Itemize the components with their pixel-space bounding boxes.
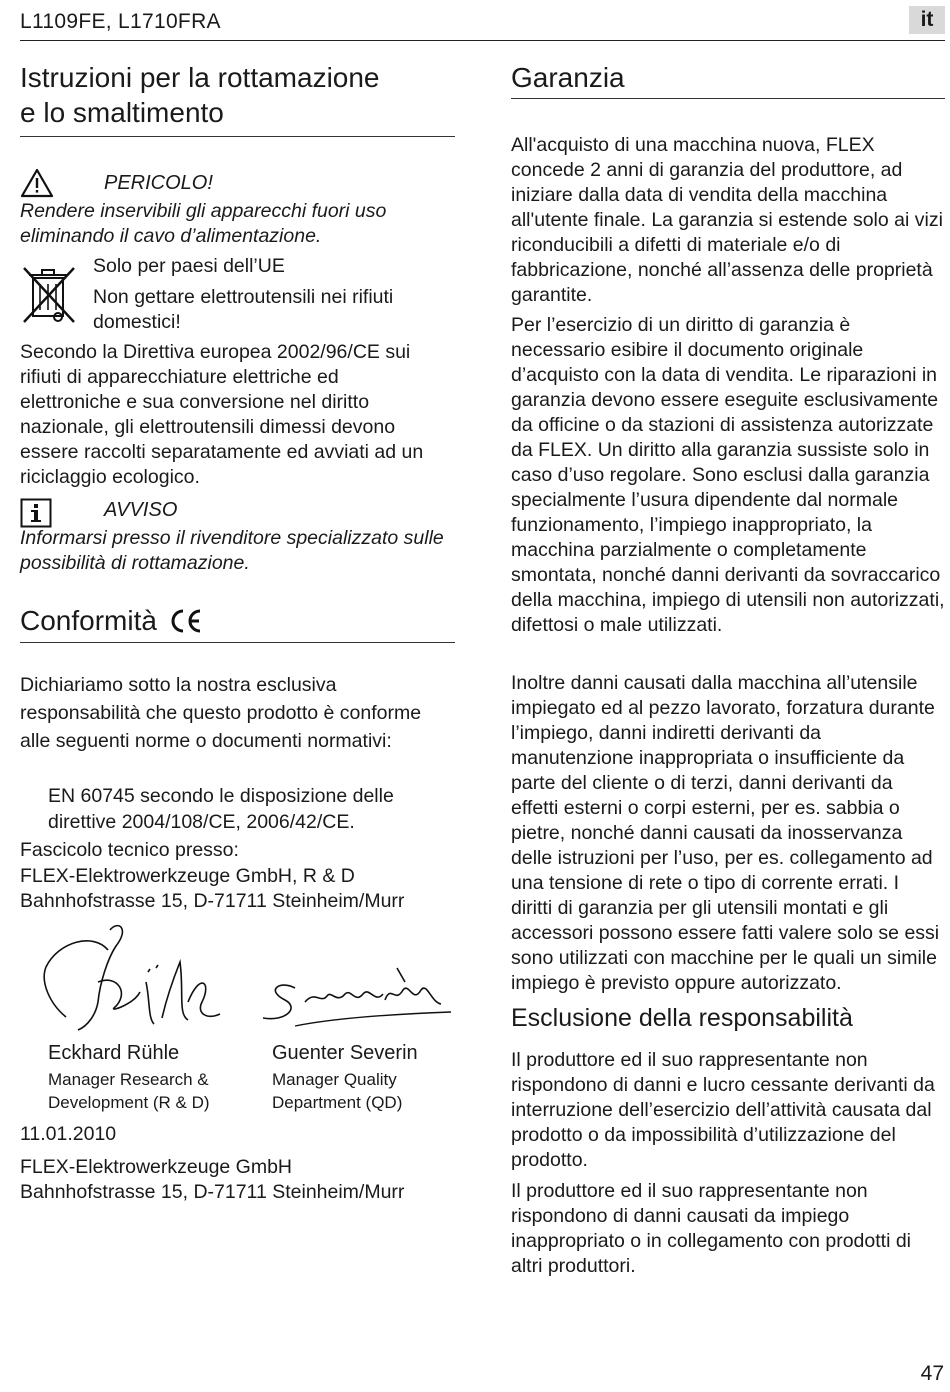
signature-date: 11.01.2010 — [20, 1123, 117, 1145]
tech-file-label: Fascicolo tecnico presso: — [20, 839, 239, 861]
disposal-title-line1: Istruzioni per la rottamazione — [20, 62, 380, 93]
warning-triangle-icon — [20, 168, 54, 198]
tech-file-address: Bahnhofstrasse 15, D-71711 Steinheim/Murr — [20, 890, 405, 912]
signer1-role: Manager Research & Development (R & D) — [48, 1070, 210, 1112]
liability-paragraph-2: Il produttore ed il suo rappresentante non rispondono di danni causati da impiego inappropriato o in collegamento con prodotti di altri produttori. — [511, 1180, 912, 1277]
weee-directive-text: Secondo la Direttiva europea 2002/96/CE sui rifiuti di apparecchiature elettriche ed elettroniche e sua conversione nel diritto nazionale, gli elettroutensili dimessi devono essere raccolti separatamente ed avviati ad un riciclaggio ecologico. — [20, 341, 424, 488]
liability-paragraph-1: Il produttore ed il suo rappresentante non rispondono di danni e lucro cessante derivanti da interruzione dell’esercizio dell’attività causata dal prodotto o da impossibilità d’utilizzazione del prodotto. — [511, 1049, 935, 1171]
model-header: L1109FE, L1710FRA — [20, 10, 221, 33]
disposal-title — [20, 60, 455, 130]
liability-title: Esclusione della responsabilità — [511, 1004, 853, 1032]
conformity-title-rule — [20, 642, 455, 643]
ce-mark-icon — [169, 608, 203, 634]
warranty-title: Garanzia — [511, 62, 625, 93]
signer1-name: Eckhard Rühle — [48, 1042, 180, 1064]
company-name: FLEX-Elektrowerkzeuge GmbH — [20, 1156, 293, 1178]
conformity-title-text: Conformità — [20, 605, 157, 636]
standard-text: EN 60745 secondo le disposizione delle direttive 2004/108/CE, 2006/42/CE. — [48, 785, 394, 833]
eu-only-text: Solo per paesi dell’UE — [93, 255, 285, 277]
warranty-section — [511, 60, 945, 99]
notice-label: AVVISO — [104, 499, 178, 521]
warranty-paragraph-1: All'acquisto di una macchina nuova, FLEX concede 2 anni di garanzia del produttore, ad iniziare dalla data di vendita della macchina all'utente finale. La garanzia si estende solo ai vizi riconducibili a difetti di materiale e/o di fabbricazione, nonché all’assenza delle proprietà garantite. — [511, 134, 943, 306]
signer2-role: Manager Quality Department (QD) — [272, 1070, 403, 1112]
declaration-text: Dichiariamo sotto la nostra esclusiva responsabilità che questo prodotto è conforme alle seguenti norme o documenti normativi: — [20, 674, 422, 752]
info-icon — [20, 498, 52, 528]
warranty-title-rule — [511, 98, 945, 99]
signer2-name: Guenter Severin — [272, 1042, 418, 1064]
signature-severin — [255, 960, 455, 1035]
notice-text: Informarsi presso il rivenditore specializzato sulle possibilità di rottamazione. — [20, 527, 444, 574]
warranty-paragraph-3: Inoltre danni causati dalla macchina all’utensile impiegato ed al pezzo lavorato, forzatura durante l’impiego, danni indiretti derivanti da manutenzione inappropriata o insufficiente da parte del cliente o di terzi, danni derivanti da effetti esterni o corpi esterni, per es. sabbia o pietre, nonché danni causati da inosservanza delle istruzioni per l’uso, per es. collegamento ad una tensione di rete o tipo di corrente errati. I diritti di garanzia per gli utensili montati e gli accessori possono essere fatti valere solo se essi sono utilizzati con macchine per le quali un simile impiego è previsto oppure autorizzato. — [511, 672, 940, 994]
signature-ruehle — [38, 922, 228, 1037]
warranty-paragraph-2: Per l’esercizio di un diritto di garanzia è necessario esibire il documento originale d’acquisto con la data di vendita. Le riparazioni in garanzia devono essere eseguite esclusivamente da officine o da stazioni di assistenza autorizzate da FLEX. Un diritto alla garanzia sussiste solo in caso d’uso regolare. Sono esclusi dalla garanzia specialmente l’usura dipendente dal normale funzionamento, l’impiego inappropriato, la macchina parzialmente o completamente smontata, nonché danni derivanti da sovraccarico della macchina, impiego di utensili non autorizzati, difettosi o male utilizzati. — [511, 314, 945, 636]
conformity-title — [20, 603, 455, 638]
danger-label: PERICOLO! — [104, 172, 213, 194]
danger-text: Rendere inservibili gli apparecchi fuori uso eliminando il cavo d’alimentazione. — [20, 200, 387, 247]
tech-file-company: FLEX-Elektrowerkzeuge GmbH, R & D — [20, 865, 355, 887]
crossed-bin-icon — [20, 262, 78, 324]
language-badge: it — [909, 6, 945, 34]
no-household-waste-text: Non gettare elettroutensili nei rifiuti domestici! — [93, 286, 394, 333]
disposal-title-rule — [20, 136, 455, 137]
disposal-section — [20, 60, 455, 137]
header-rule — [20, 40, 945, 41]
conformity-section — [20, 603, 455, 643]
disposal-title-line2: e lo smaltimento — [20, 97, 224, 128]
page-number: 47 — [920, 1362, 944, 1385]
company-address: Bahnhofstrasse 15, D-71711 Steinheim/Murr — [20, 1181, 405, 1203]
